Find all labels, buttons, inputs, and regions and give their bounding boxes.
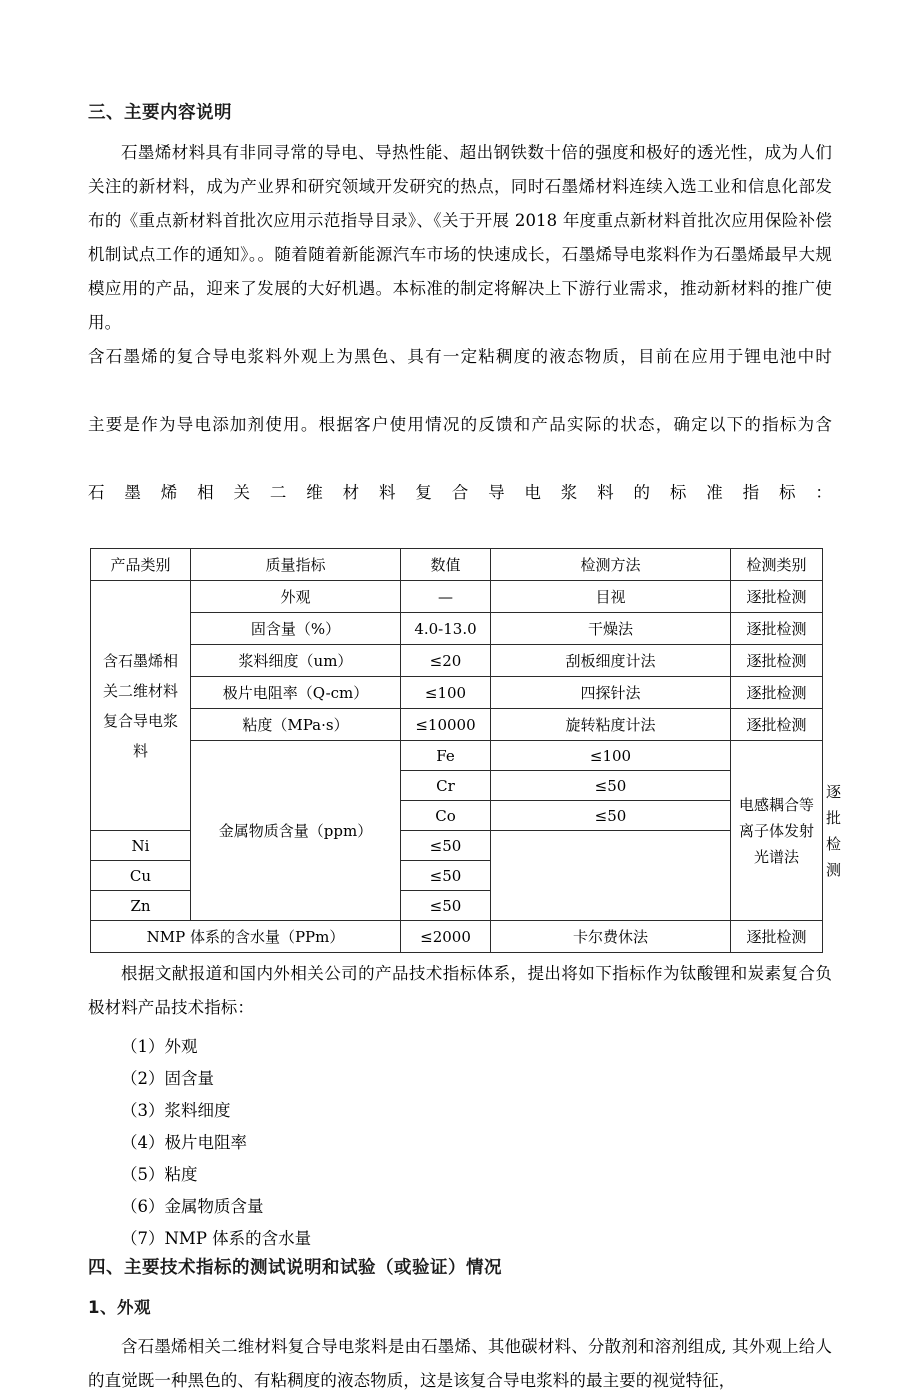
- cell-type: 逐批检测: [731, 613, 823, 645]
- header-quality-index: 质量指标: [191, 549, 401, 581]
- table-row: [91, 613, 823, 645]
- cell-type: 逐批检测: [731, 677, 823, 709]
- cell-metal-element-value: ≤50: [401, 831, 491, 861]
- cell-product-category: 含石墨烯相关二维材料复合导电浆料: [91, 581, 191, 831]
- cell-metal-element-value: ≤50: [491, 771, 731, 801]
- subsection-one-heading: 1、外观: [88, 1297, 151, 1317]
- section-three-heading: 三、主要内容说明: [88, 103, 232, 123]
- cell-index: 浆料细度（um）: [191, 645, 401, 677]
- paragraph-appearance: 含石墨烯相关二维材料复合导电浆料是由石墨烯、其他碳材料、分散剂和溶剂组成, 其外观上给人的直觉既一种黑色的、有粘稠度的液态物质，这是该复合导电浆料的最主要的视觉特征，: [88, 1337, 832, 1391]
- cell-method: 四探针法: [491, 677, 731, 709]
- cell-type: 逐批检测: [731, 921, 823, 953]
- list-item: （5）粘度: [121, 1165, 198, 1185]
- cell-metal-element-value: ≤50: [401, 891, 491, 921]
- cell-index: 外观: [191, 581, 401, 613]
- list-item: （1）外观: [121, 1037, 198, 1057]
- header-test-category: 检测类别: [731, 549, 823, 581]
- list-item: （6）金属物质含量: [121, 1197, 264, 1217]
- cell-metal-element-value: ≤50: [491, 801, 731, 831]
- cell-value: 4.0-13.0: [401, 613, 491, 645]
- paragraph-spec-intro: [88, 340, 832, 544]
- list-item: （7）NMP 体系的含水量: [121, 1229, 312, 1249]
- indicator-list: [88, 1031, 832, 1255]
- list-item: （3）浆料细度: [121, 1101, 231, 1121]
- specification-table: [90, 548, 842, 953]
- cell-metal-element-name: Zn: [91, 891, 191, 921]
- cell-method: 卡尔费休法: [491, 921, 731, 953]
- cell-index: NMP 体系的含水量（PPm）: [91, 921, 401, 953]
- paragraph-indicator-intro: 根据文献报道和国内外相关公司的产品技术指标体系，提出将如下指标作为钛酸锂和炭素复合负极材料产品技术指标：: [88, 964, 832, 1018]
- cell-metal-label: 金属物质含量（ppm）: [191, 741, 401, 921]
- cell-type: 逐批检测: [731, 645, 823, 677]
- cell-metal-element-name: Fe: [401, 741, 491, 771]
- cell-value: ≤20: [401, 645, 491, 677]
- table-row-nmp: [91, 921, 823, 953]
- paragraph-spec-intro-line-2: 主要是作为导电添加剂使用。根据客户使用情况的反馈和产品实际的状态，确定以下的指标为含: [88, 415, 832, 435]
- header-value: 数值: [401, 549, 491, 581]
- cell-value: ≤2000: [401, 921, 491, 953]
- cell-method: 干燥法: [491, 613, 731, 645]
- paragraph-spec-intro-line-3: 石墨烯相关二维材料复合导电浆料的标准指标：: [88, 483, 832, 503]
- table-row: [91, 677, 823, 709]
- cell-metal-method: 电感耦合等离子体发射光谱法: [731, 741, 823, 921]
- document-content: [88, 100, 842, 1398]
- cell-type: 逐批检测: [731, 581, 823, 613]
- table-header-row: [91, 549, 823, 581]
- cell-value: —: [401, 581, 491, 613]
- cell-type: 逐批检测: [731, 709, 823, 741]
- table-row: [91, 709, 823, 741]
- cell-metal-element-name: Cr: [401, 771, 491, 801]
- cell-metal-element-name: Ni: [91, 831, 191, 861]
- cell-metal-element-value: ≤50: [401, 861, 491, 891]
- cell-metal-element-name: Co: [401, 801, 491, 831]
- table-row-metal-fe: 金属物质含量（ppm） Fe ≤100 电感耦合等离子体发射光谱法 逐批检测: [91, 741, 823, 771]
- cell-index: 粘度（MPa·s）: [191, 709, 401, 741]
- cell-index: 极片电阻率（Q-cm）: [191, 677, 401, 709]
- list-item: （2）固含量: [121, 1069, 214, 1089]
- header-test-method: 检测方法: [491, 549, 731, 581]
- header-product-category: 产品类别: [91, 549, 191, 581]
- paragraph-intro: 石墨烯材料具有非同寻常的导电、导热性能、超出钢铁数十倍的强度和极好的透光性，成为人们关注的新材料，成为产业界和研究领域开发研究的热点，同时石墨烯材料连续入选工业和信息化部发布的《重点新材料首批次应用示范指导目录》、《关于开展 2018 年度重点新材料首批次应用保险补偿机制试点工作的通知》。。随着随着新能源汽车市场的快速成长，石墨烯导电浆料作为石墨烯最早大规模应用的产品，迎来了发展的大好机遇。本标准的制定将解决上下游行业需求，推动新材料的推广使用。: [88, 143, 832, 333]
- table-row: [91, 645, 823, 677]
- list-item: （4）极片电阻率: [121, 1133, 247, 1153]
- table-row: [91, 581, 823, 613]
- cell-method: 旋转粘度计法: [491, 709, 731, 741]
- section-four-heading: 四、主要技术指标的测试说明和试验（或验证）情况: [88, 1258, 502, 1279]
- cell-metal-element-name: Cu: [91, 861, 191, 891]
- cell-value: ≤100: [401, 677, 491, 709]
- paragraph-spec-intro-line-1: 含石墨烯的复合导电浆料外观上为黑色、具有一定粘稠度的液态物质，目前在应用于锂电池中时: [88, 347, 832, 367]
- cell-index: 固含量（%）: [191, 613, 401, 645]
- cell-metal-element-value: ≤100: [491, 741, 731, 771]
- cell-value: ≤10000: [401, 709, 491, 741]
- cell-method: 刮板细度计法: [491, 645, 731, 677]
- cell-method: 目视: [491, 581, 731, 613]
